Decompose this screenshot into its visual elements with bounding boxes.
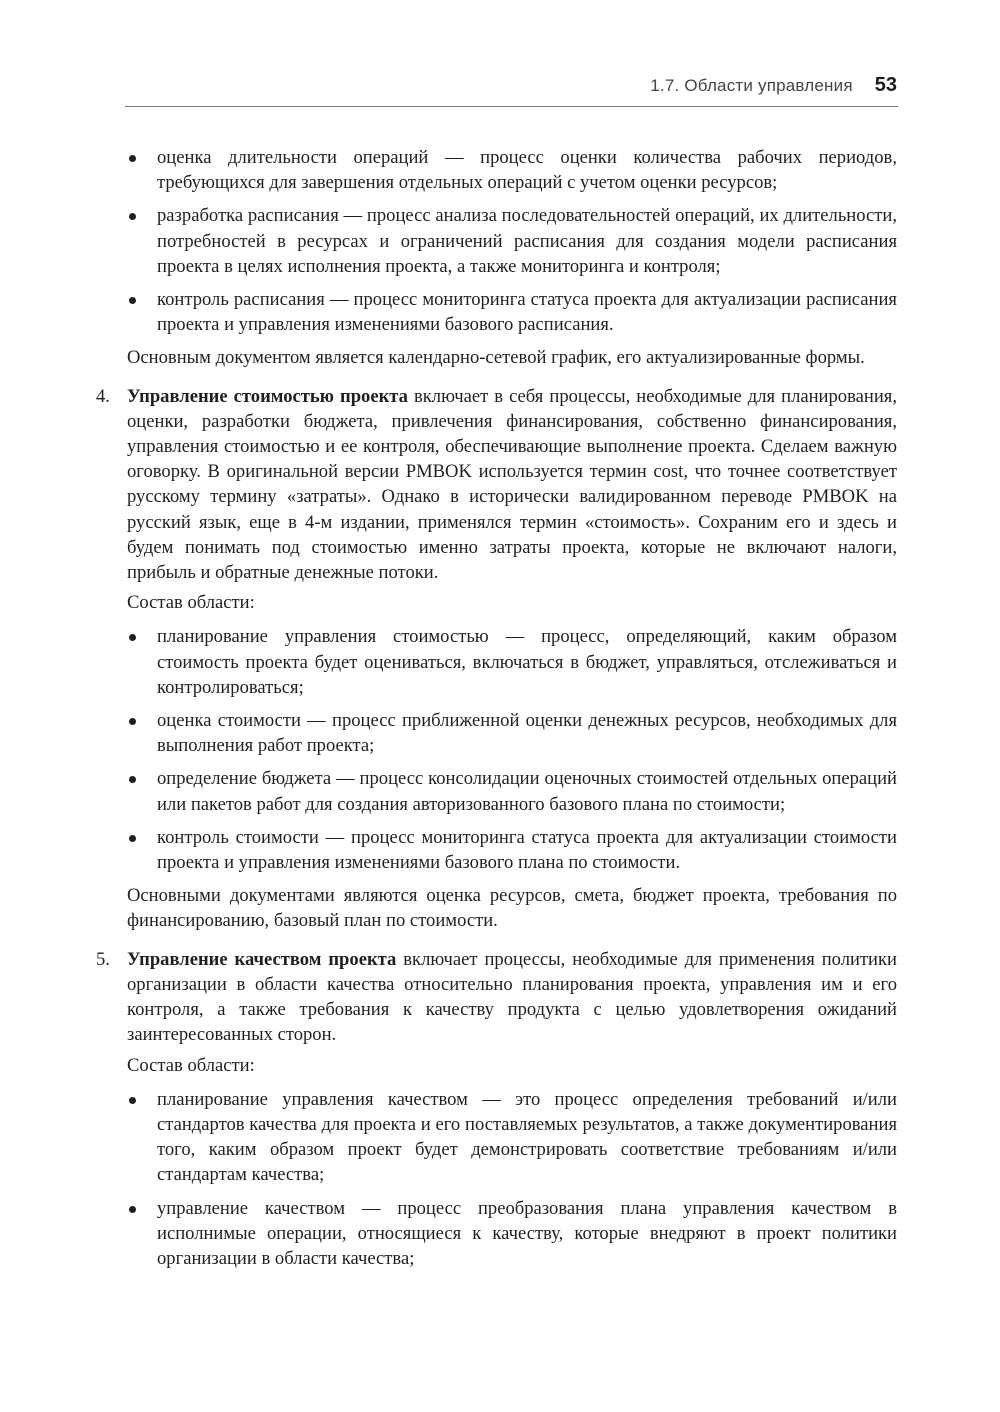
item-number: 4. <box>96 385 110 407</box>
item-heading: Управление качеством проекта <box>127 948 397 970</box>
item-text: включает процессы, необходимые для применения политики организации в области качества относительно планирования проекта, управления им и его контроля, а также требования к качеству продукта с целью удовлетворения ожиданий заинтересованных сторон. <box>127 948 897 1046</box>
bullet-item: определение бюджета — процесс консолидации оценочных стоимостей отдельных операций или пакетов работ для создания авторизованного базового плана по стоимости; <box>127 766 897 816</box>
numbered-item-4 <box>96 384 897 586</box>
subsection-label: Состав области: <box>127 1054 255 1076</box>
bullet-item: разработка расписания — процесс анализа последовательностей операций, их длительности, потребностей в ресурсах и ограничений расписания для создания модели расписания проекта в целях исполнения проекта, а также мониторинга и контроля; <box>127 203 897 279</box>
paragraph: Основным документом является календарно-сетевой график, его актуализированные формы. <box>127 347 865 369</box>
subsection-label: Состав области: <box>127 592 255 614</box>
item-text: включает в себя процессы, необходимые для планирования, оценки, разработки бюджета, привлечения финансирования, собственно финансирования, управления стоимостью и ее контроля, обеспечивающие выполнение проекта. Сделаем важную оговорку. В оригинальной версии PMBOK используется термин cost, что точнее соответствует русскому термину «затраты». Однако в исторически валидированном переводе PMBOK на русский язык, еще в 4-м издании, применялся термин «стоимость». Сохраним его и здесь и будем понимать под стоимостью именно затраты проекта, которые не включают налоги, прибыль и обратные денежные потоки. <box>127 385 897 584</box>
numbered-item-5 <box>96 947 897 1048</box>
page-body <box>96 145 897 1279</box>
bullet-item: управление качеством — процесс преобразования плана управления качеством в исполнимые операции, относящиеся к качеству, которые внедряют в проект политики организации в области качества; <box>127 1196 897 1272</box>
header-rule <box>125 106 898 107</box>
item-heading: Управление стоимостью проекта <box>127 385 408 407</box>
paragraph: Основными документами являются оценка ресурсов, смета, бюджет проекта, требования по финансированию, базовый план по стоимости. <box>127 885 897 932</box>
page-number: 53 <box>874 74 897 96</box>
bullet-item: контроль расписания — процесс мониторинга статуса проекта для актуализации расписания проекта и управления изменениями базового расписания. <box>127 287 897 337</box>
bullet-item: оценка длительности операций — процесс оценки количества рабочих периодов, требующихся для завершения отдельных операций с учетом оценки ресурсов; <box>127 145 897 195</box>
section-title: 1.7. Области управления <box>650 76 853 95</box>
bullet-item: оценка стоимости — процесс приближенной оценки денежных ресурсов, необходимых для выполнения работ проекта; <box>127 708 897 758</box>
bullet-item: планирование управления качеством — это процесс определения требований и/или стандартов качества для проекта и его поставляемых результатов, а также документирования того, каким образом проект будет демонстрировать соответствие требованиям и/или стандартам качества; <box>127 1087 897 1188</box>
bullet-item: планирование управления стоимостью — процесс, определяющий, каким образом стоимость проекта будет оцениваться, включаться в бюджет, управляться, отслеживаться и контролироваться; <box>127 624 897 700</box>
running-head <box>125 74 897 104</box>
item-number: 5. <box>96 948 110 970</box>
bullet-item: контроль стоимости — процесс мониторинга статуса проекта для актуализации стоимости проекта и управления изменениями базового плана по стоимости. <box>127 825 897 875</box>
